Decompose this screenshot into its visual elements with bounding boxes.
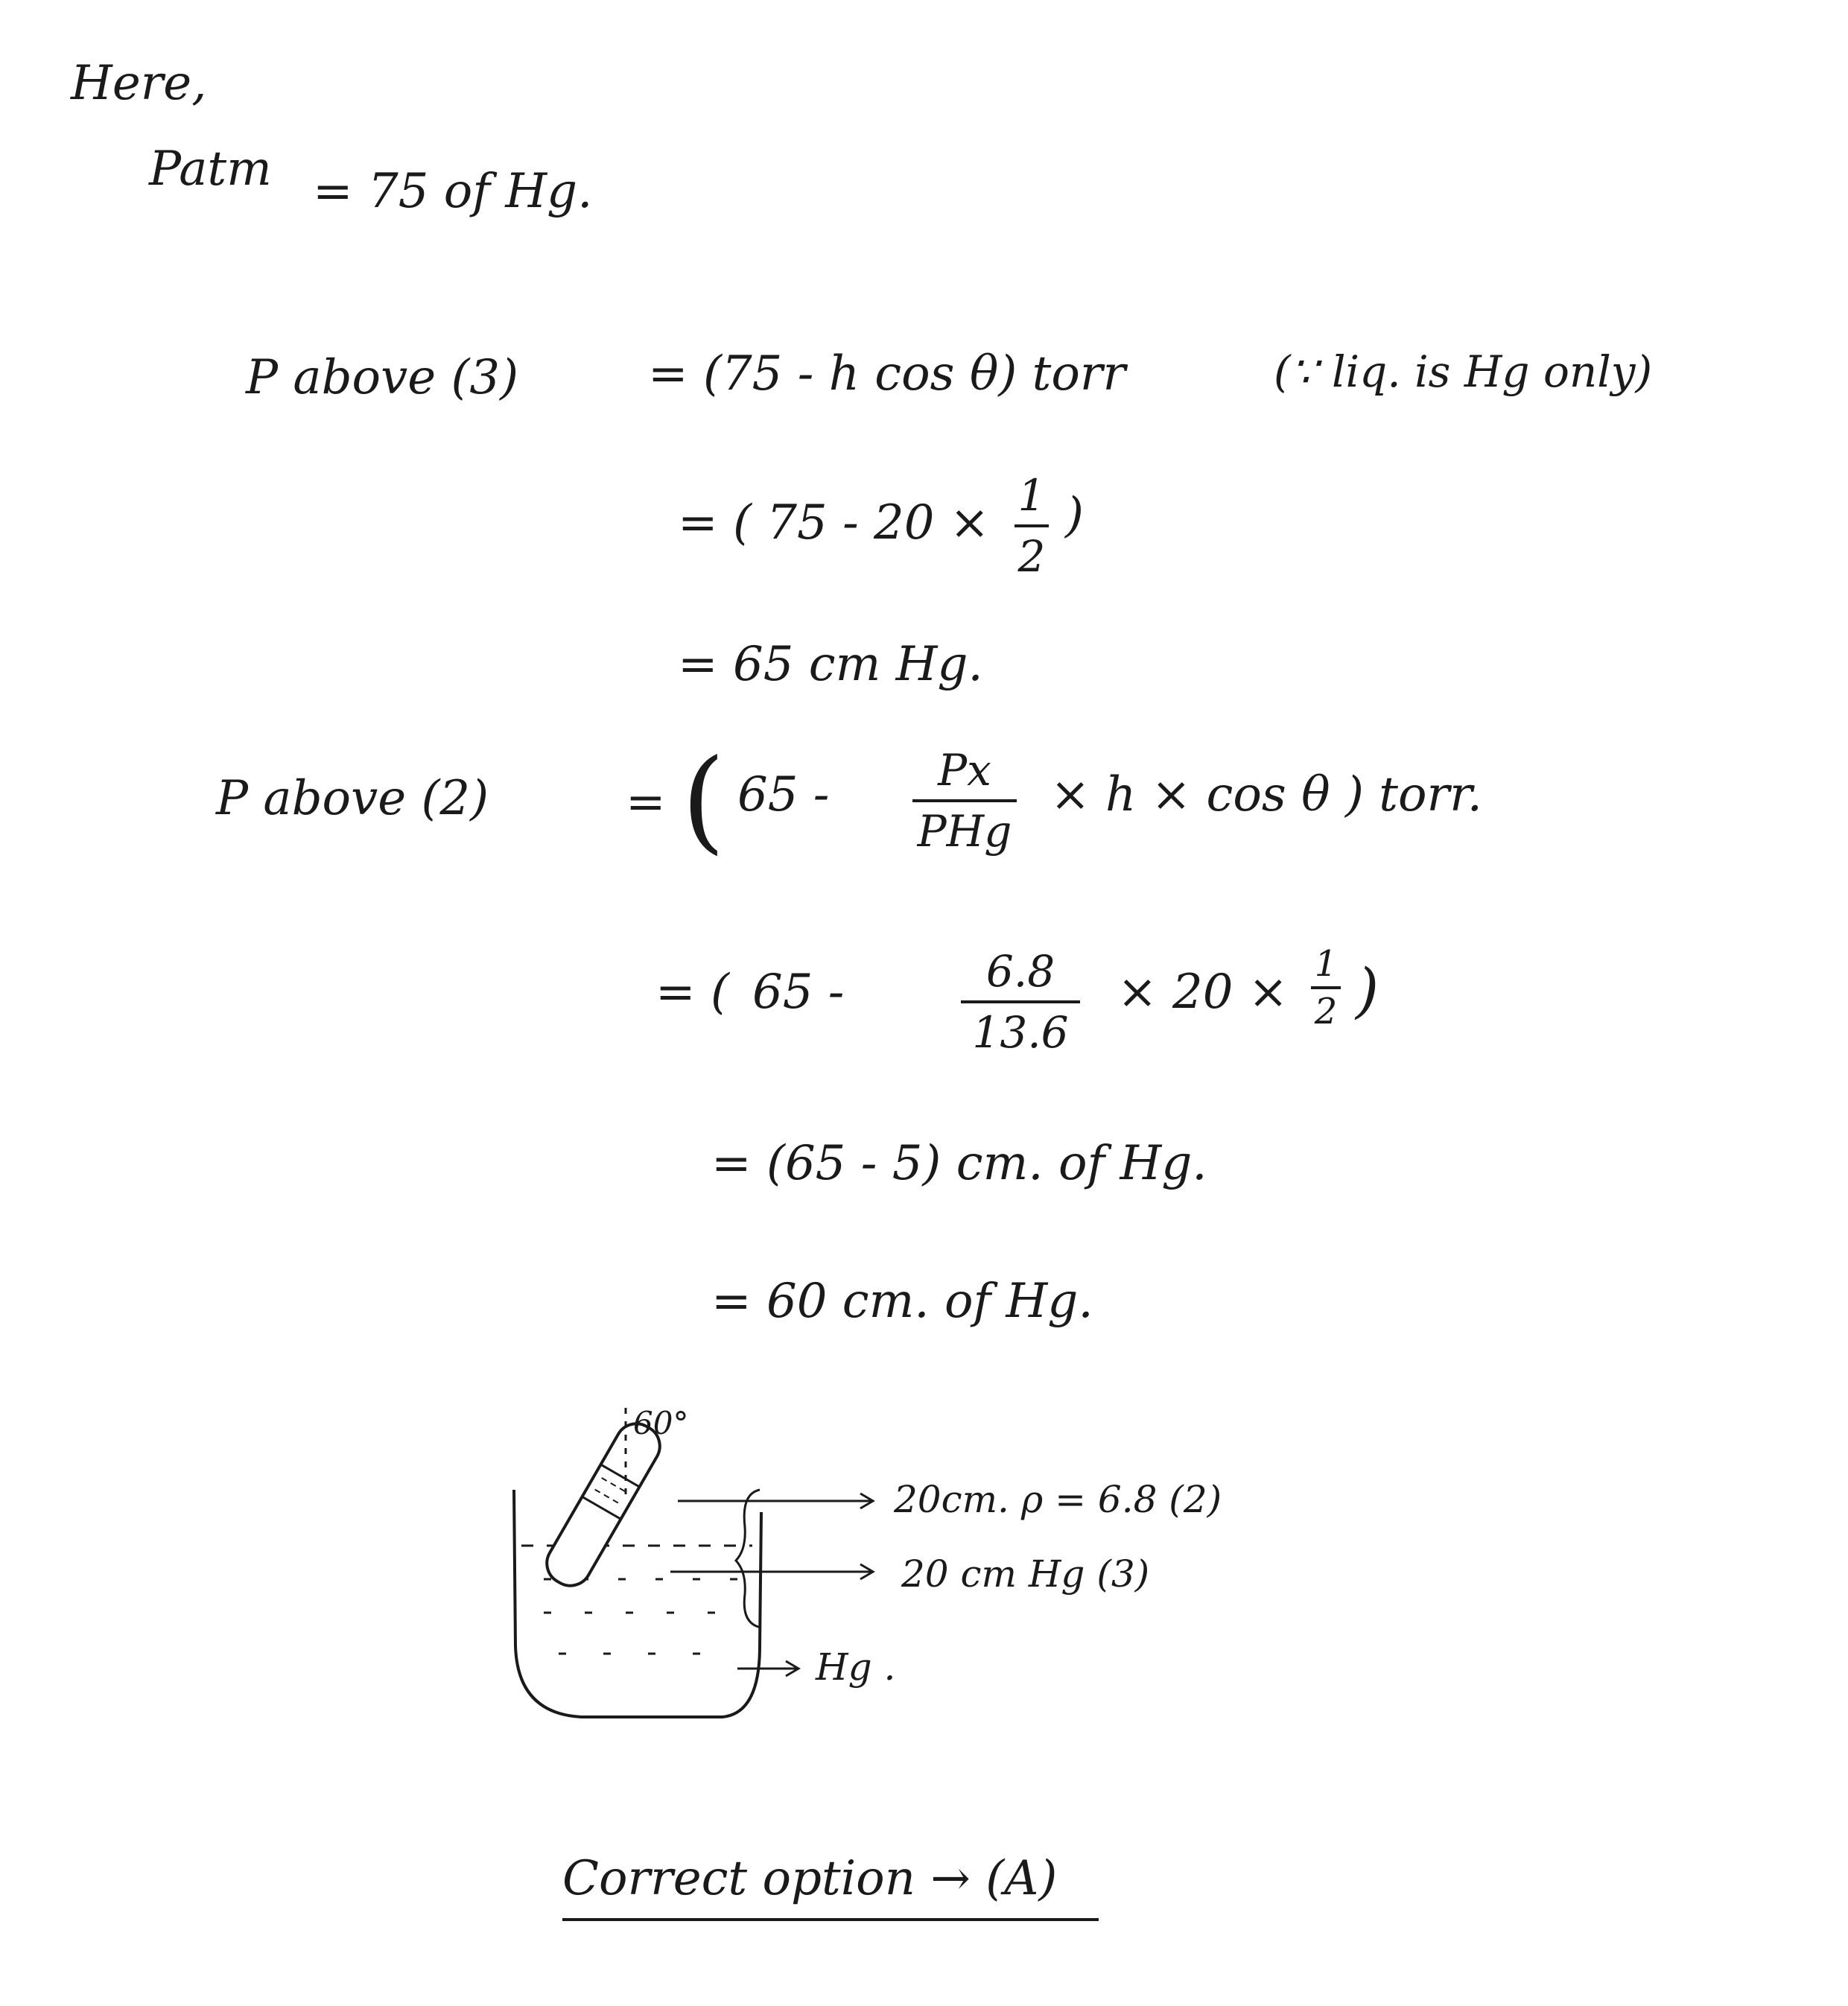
label-tube-3: 20 cm Hg (3) <box>901 1552 1150 1596</box>
fraction-numerator: Px <box>938 745 991 796</box>
fraction-denominator: 13.6 <box>972 1007 1069 1058</box>
inclined-tube <box>539 1416 667 1593</box>
angle-label: 60° <box>633 1405 689 1441</box>
p2-step-pre: 65 - <box>752 965 845 1020</box>
fraction-numerator: 6.8 <box>985 946 1055 997</box>
p3-note: (∵ liq. is Hg only) <box>1274 346 1653 397</box>
p2-step-half-fraction <box>1311 943 1341 1032</box>
heading: Here, <box>71 56 207 111</box>
label-hg: Hg . <box>816 1645 896 1689</box>
fraction-bar <box>1311 986 1341 989</box>
beaker-outline <box>514 1490 761 1717</box>
p3-step1-close: ) <box>1065 488 1084 543</box>
p2-post: × h × cos θ ) torr. <box>1050 767 1482 822</box>
p2-step-open: = ( <box>655 965 729 1020</box>
p2-pre: 65 - <box>737 767 830 822</box>
p2-step-density-fraction <box>961 946 1080 1058</box>
p3-step1-fraction <box>1015 470 1049 582</box>
p3-result: = 65 cm Hg. <box>678 637 983 692</box>
fraction-bar <box>961 1000 1080 1003</box>
p2-label: P above (2) <box>216 771 489 826</box>
p2-step-close: ) <box>1356 956 1379 1025</box>
fraction-numerator: 1 <box>1314 943 1338 985</box>
p2-equals: = <box>626 775 666 830</box>
p3-expression: = (75 - h cos θ) torr <box>648 346 1126 401</box>
fraction-denominator: PHg <box>917 806 1012 857</box>
p2-density-fraction <box>912 745 1017 857</box>
fraction-denominator: 2 <box>1017 531 1046 582</box>
patm-label: Patm <box>149 142 272 197</box>
p3-label: P above (3) <box>246 350 519 405</box>
fraction-bar <box>912 799 1017 802</box>
p2-step-mid: × 20 × <box>1117 965 1289 1020</box>
fraction-denominator: 2 <box>1314 991 1338 1032</box>
tube-beaker-diagram <box>477 1400 1445 1788</box>
label-tube-2: 20cm. ρ = 6.8 (2) <box>894 1478 1222 1521</box>
answer: Correct option → (A) <box>562 1851 1058 1906</box>
p2-open-paren: ( <box>682 736 725 866</box>
answer-underline <box>562 1918 1099 1921</box>
p2-step2: = (65 - 5) cm. of Hg. <box>711 1136 1207 1191</box>
p3-step1: = ( 75 - 20 × <box>678 495 990 550</box>
fraction-bar <box>1015 524 1049 527</box>
p2-result: = 60 cm. of Hg. <box>711 1274 1093 1329</box>
fraction-numerator: 1 <box>1017 470 1046 521</box>
patm-value: = 75 of Hg. <box>313 164 593 219</box>
brace <box>736 1490 761 1628</box>
